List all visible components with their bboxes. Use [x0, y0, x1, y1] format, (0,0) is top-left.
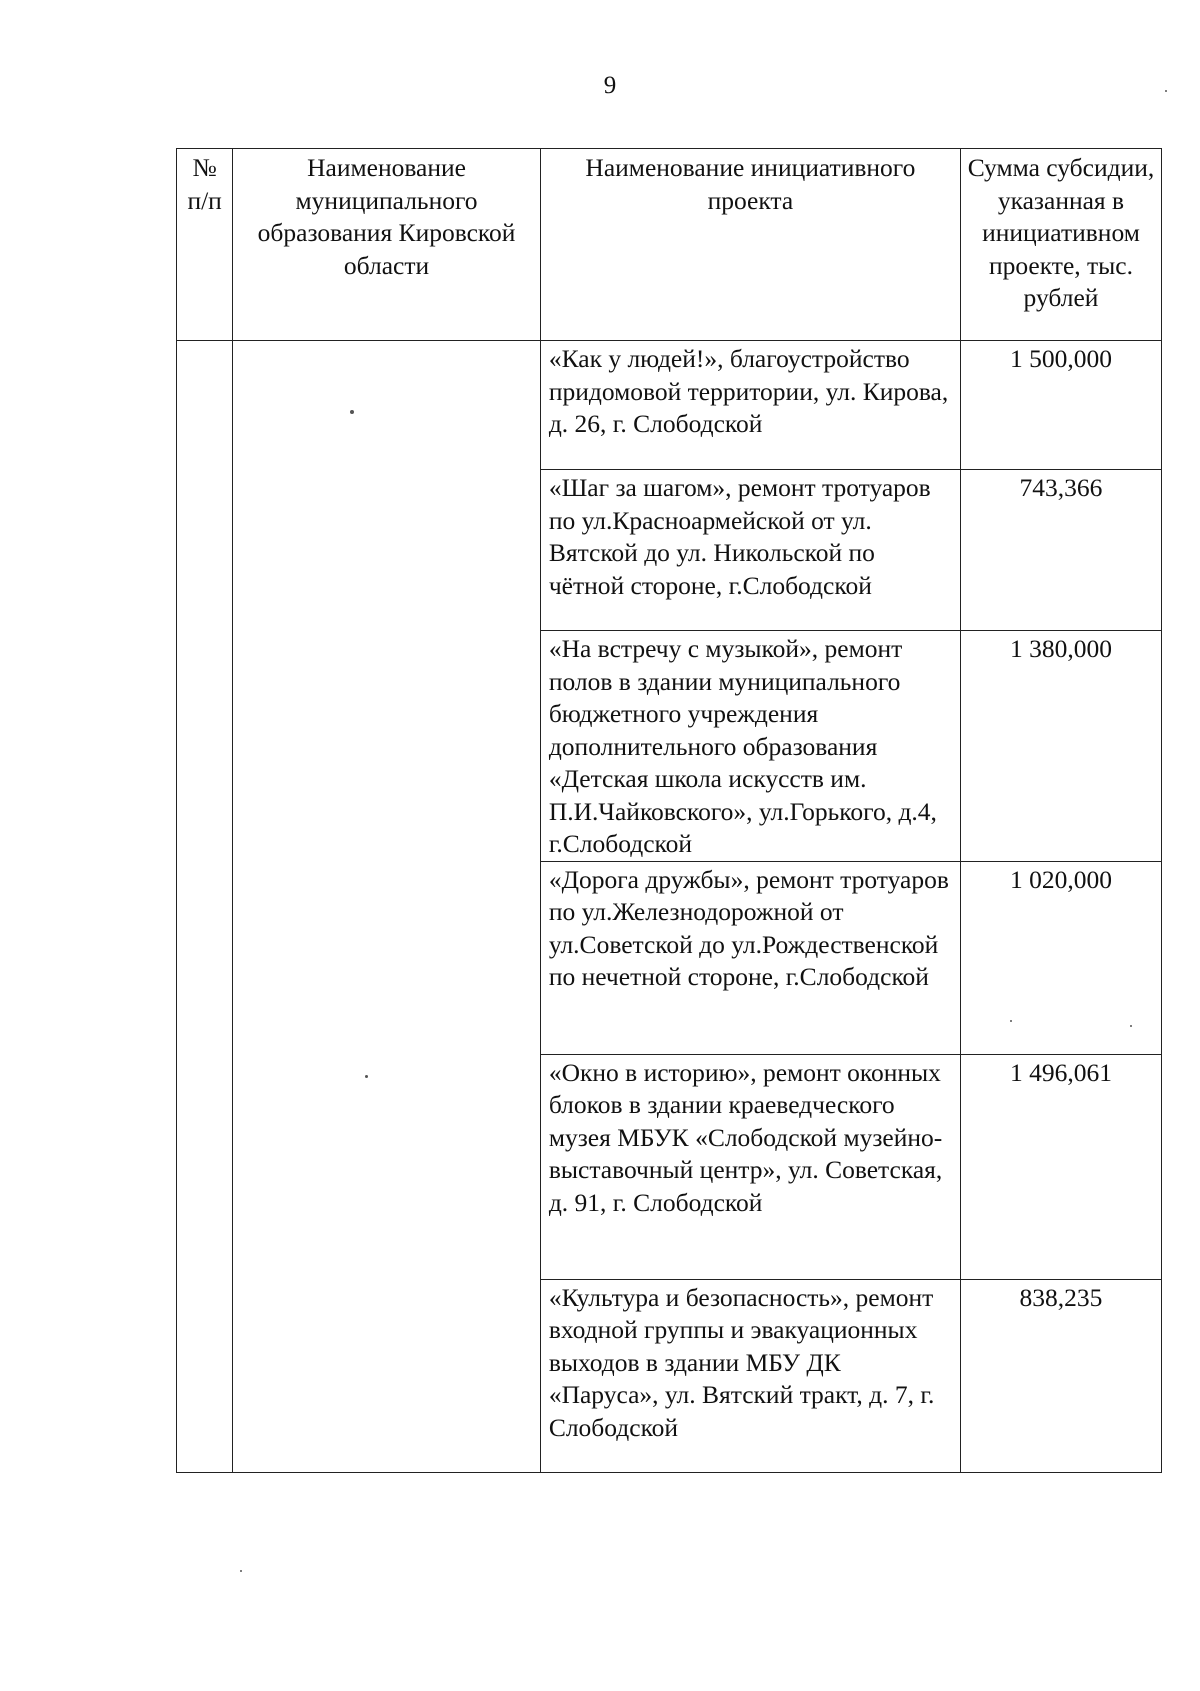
scan-speck — [1165, 90, 1167, 92]
scan-speck — [365, 1075, 368, 1078]
cell-project: «Шаг за шагом», ремонт тротуаров по ул.Красноармейской от ул. Вятской до ул. Никольской по чётной стороне, г.Слободской — [540, 470, 960, 631]
cell-amount: 1 500,000 — [960, 341, 1161, 470]
scan-speck — [1130, 1025, 1132, 1027]
cell-amount: 1 380,000 — [960, 631, 1161, 862]
scan-speck — [240, 1570, 242, 1572]
page-number: 9 — [603, 72, 617, 99]
cell-municipality-empty — [233, 341, 541, 1473]
scan-speck — [1010, 1020, 1012, 1022]
header-municipality: Наименование муниципального образования Кировской области — [233, 149, 541, 341]
cell-project: «Окно в историю», ремонт оконных блоков в здании краеведческого музея МБУК «Слободской музейно-выставочный центр», ул. Советская, д. 91, г. Слободской — [540, 1054, 960, 1279]
header-project: Наименование инициативного проекта — [540, 149, 960, 341]
scan-speck — [350, 410, 354, 414]
cell-amount: 838,235 — [960, 1279, 1161, 1472]
cell-num-empty — [177, 341, 233, 1473]
table-header-row — [177, 149, 1162, 341]
cell-project: «На встречу с музыкой», ремонт полов в здании муниципального бюджетного учреждения дополнительного образования «Детская школа искусств им. П.И.Чайковского», ул.Горького, д.4, г.Слободской — [540, 631, 960, 862]
cell-project: «Дорога дружбы», ремонт тротуаров по ул.Железнодорожной от ул.Советской до ул.Рождественской по нечетной стороне, г.Слободской — [540, 861, 960, 1054]
subsidy-table — [176, 148, 1162, 1473]
cell-amount: 743,366 — [960, 470, 1161, 631]
header-num: № п/п — [177, 149, 233, 341]
cell-amount: 1 496,061 — [960, 1054, 1161, 1279]
header-amount: Сумма субсидии, указанная в инициативном проекте, тыс. рублей — [960, 149, 1161, 341]
table-row — [177, 341, 1162, 470]
cell-project: «Культура и безопасность», ремонт входной группы и эвакуационных выходов в здании МБУ ДК «Паруса», ул. Вятский тракт, д. 7, г. Слободской — [540, 1279, 960, 1472]
cell-project: «Как у людей!», благоустройство придомовой территории, ул. Кирова, д. 26, г. Слободской — [540, 341, 960, 470]
cell-amount: 1 020,000 — [960, 861, 1161, 1054]
